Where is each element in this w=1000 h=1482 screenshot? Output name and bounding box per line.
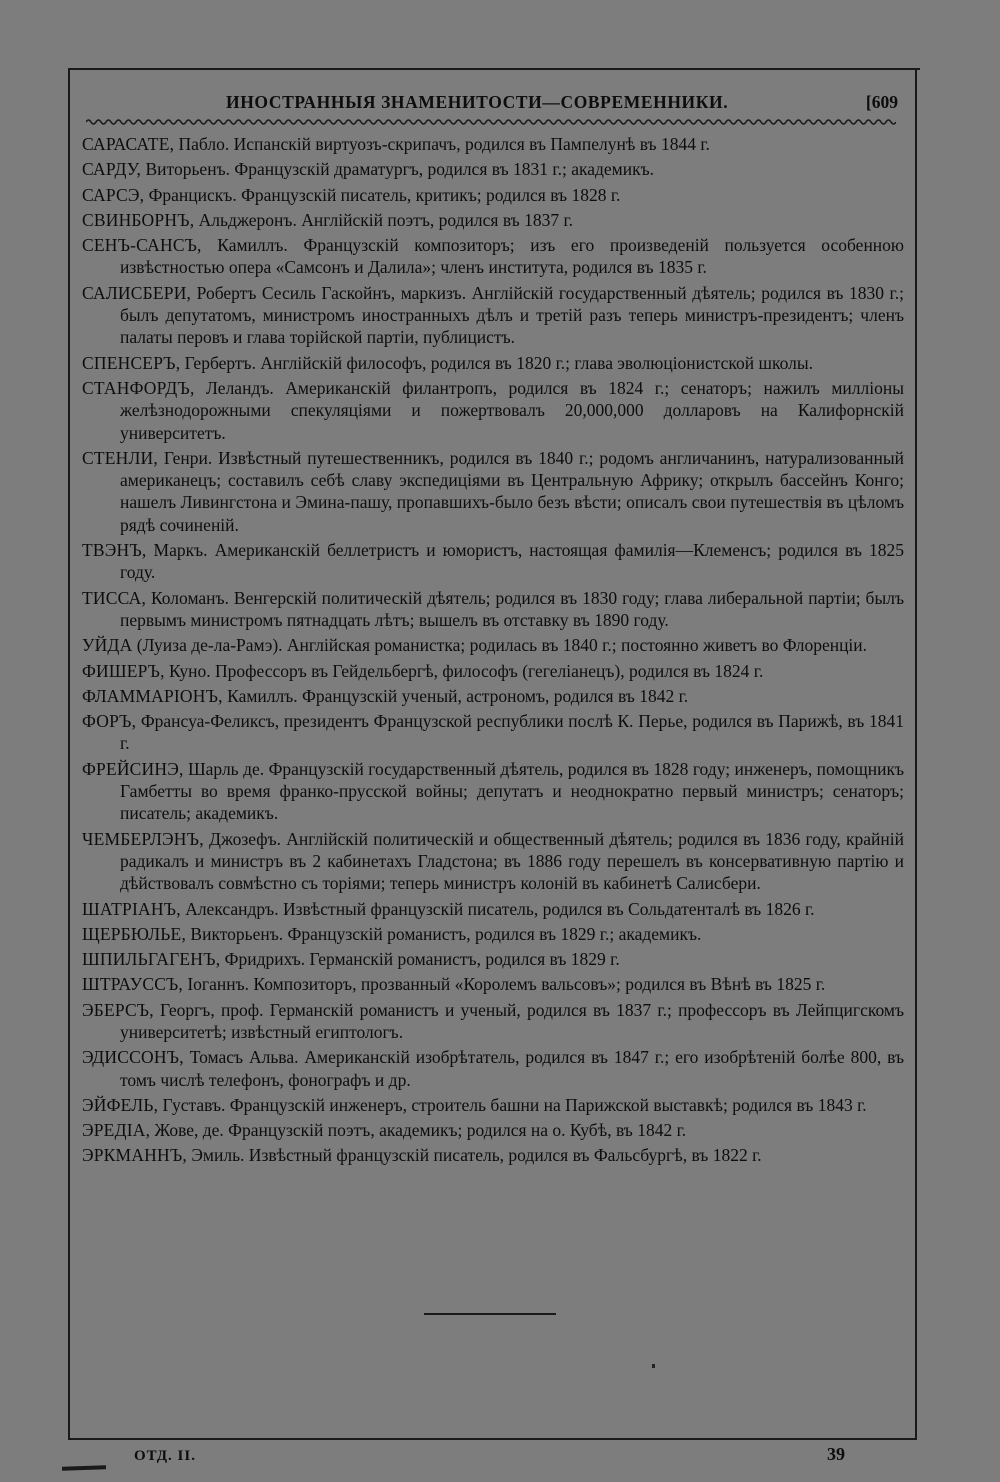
entry-name: СВИНБОРНЪ, — [82, 209, 195, 230]
entry-name: ЭЙФЕЛЬ, — [82, 1094, 159, 1115]
entry-name: ТИССА, — [82, 587, 147, 608]
entry-text: Джозефъ. Англійскій политическій и общественный дѣятель; родился въ 1836 году, крайній радикалъ и министръ въ 2 кабинетахъ Гладстона; въ 1886 году перешелъ въ консервативную партію и дѣйствовалъ совмѣстно съ торіями; теперь министръ колоній въ кабинетѣ Салисбери. — [120, 828, 904, 894]
list-item — [82, 948, 904, 970]
footer-signature-number: 39 — [827, 1444, 845, 1464]
list-item — [82, 923, 904, 945]
entry-text: Маркъ. Американскій беллетристъ и юмористъ, настоящая фамилія—Клеменсъ; родился въ 1825 году. — [120, 540, 904, 583]
entry-name: СТАНФОРДЪ, — [82, 377, 195, 398]
list-item — [82, 660, 904, 682]
entry-text: (Луиза де-ла-Рамэ). Англійская романистка; родилась въ 1840 г.; постоянно живетъ во Флоренціи. — [132, 635, 868, 656]
entry-text: Пабло. Испанскій виртуозъ-скрипачъ, родился въ Пампелунѣ въ 1844 г. — [174, 134, 710, 154]
entry-name: СПЕНСЕРЪ, — [82, 352, 181, 373]
list-item — [82, 898, 904, 920]
list-item — [82, 973, 904, 995]
entries-list — [82, 133, 904, 1170]
header-wavy-rule — [86, 117, 896, 127]
entry-name: ЭРЕДІА, — [82, 1120, 151, 1141]
entry-name: ФЛАММАРІОНЪ, — [82, 685, 223, 706]
entry-text: Викторьенъ. Французскій романистъ, родился въ 1829 г.; академикъ. — [186, 923, 702, 944]
list-item — [82, 352, 904, 374]
entry-text: Робертъ Сесиль Гаскойнъ, маркизъ. Англійскій государственный дѣятель; родился въ 1830 г.; былъ депутатомъ, министромъ иностранныхъ дѣлъ и третій разъ теперь министръ-президентъ; членъ палаты перовъ и глава торійской партіи, публицистъ. — [120, 282, 904, 348]
entry-text: Коломанъ. Венгерскій политическій дѣятель; родился въ 1830 году; глава либеральной партіи; былъ первымъ министромъ пятнадцать лѣтъ; вышелъ въ отставку въ 1890 году. — [120, 587, 904, 630]
entry-name: САРАСАТЕ, — [82, 134, 175, 154]
list-item — [82, 184, 904, 206]
entry-name: ЭБЕРСЪ, — [82, 999, 154, 1020]
entry-text: Леландъ. Американскій филантропъ, родился въ 1824 г.; сенаторъ; нажилъ милліоны желѣзнодорожными спекуляціями и пожертвовалъ 20,000,000 долларовъ на Калифорнскій университетъ. — [120, 377, 904, 443]
list-item — [82, 539, 904, 584]
entry-name: СТЕНЛИ, — [82, 447, 158, 468]
list-item — [82, 209, 904, 231]
corner-mark — [62, 1465, 106, 1471]
entry-name: САЛИСБЕРИ, — [82, 282, 192, 303]
list-item — [82, 447, 904, 536]
entry-text: Шарль де. Французскій государственный дѣятель, родился въ 1828 году; инженеръ, помощникъ Гамбетты во время франко-прусской войны; депутатъ и неоднократно первый министръ; сенаторъ; писатель; академикъ. — [120, 758, 904, 824]
list-item — [82, 634, 904, 656]
entry-text: Виторьенъ. Французскій драматургъ, родился въ 1831 г.; академикъ. — [141, 159, 654, 180]
entry-text: Камиллъ. Французскій композиторъ; изъ его произведеній пользуется особенною извѣстностью опера «Самсонъ и Далила»; членъ института, родился въ 1835 г. — [120, 235, 904, 278]
page-header — [80, 92, 900, 116]
entry-name: УЙДА — [82, 635, 133, 656]
entry-text: Камиллъ. Французскій ученый, астрономъ, родился въ 1842 г. — [222, 685, 689, 706]
entry-name: САРДУ, — [82, 159, 142, 180]
entry-text: Георгъ, проф. Германскій романистъ и ученый, родился въ 1837 г.; профессоръ въ Лейпцигскомъ университетѣ; извѣстный египтологъ. — [120, 999, 904, 1042]
list-item — [82, 999, 904, 1044]
list-item — [82, 1119, 904, 1141]
list-item — [82, 758, 904, 825]
footer-section-label: ОТД. II. — [134, 1448, 196, 1464]
list-item — [82, 1144, 904, 1166]
entry-text: Генри. Извѣстный путешественникъ, родился въ 1840 г.; родомъ англичанинъ, натурализованный американецъ; составилъ себѣ славу экспедиціями въ Центральную Африку; открылъ бассейнъ Конго; нашелъ Ливингстона и Эмина-пашу, пропавшихъ-было безъ вѣсти; описалъ свои путешествія въ цѣломъ рядѣ сочиненій. — [120, 447, 904, 535]
frame-bottom-rule — [68, 1438, 917, 1440]
entry-name: ШТРАУССЪ, — [82, 974, 183, 995]
entry-text: Альджеронъ. Англійскій поэтъ, родился въ 1837 г. — [194, 209, 574, 230]
entry-name: ФРЕЙСИНЭ, — [82, 758, 184, 779]
list-item — [82, 158, 904, 180]
entry-name: ЭДИССОНЪ, — [82, 1047, 184, 1068]
entry-text: Іоганнъ. Композиторъ, прозванный «Королемъ вальсовъ»; родился въ Вѣнѣ въ 1825 г. — [182, 974, 826, 995]
entry-text: Томасъ Альва. Американскій изобрѣтатель, родился въ 1847 г.; его изобрѣтеній болѣе 800, въ томъ числѣ телефонъ, фонографъ и др. — [120, 1047, 904, 1090]
entry-name: ЭРКМАННЪ, — [82, 1145, 187, 1166]
entry-text: Эмиль. Извѣстный французскій писатель, родился въ Фальсбургѣ, въ 1822 г. — [186, 1145, 762, 1166]
list-item — [82, 828, 904, 895]
list-item — [82, 1046, 904, 1091]
list-item — [82, 234, 904, 279]
entry-name: СЕНЪ-САНСЪ, — [82, 235, 202, 256]
frame-right-rule — [915, 68, 917, 1440]
entry-text: Францискъ. Французскій писатель, критикъ; родился въ 1828 г. — [144, 184, 621, 205]
list-item — [82, 133, 904, 155]
entry-text: Гербертъ. Англійскій философъ, родился въ 1820 г.; глава эволюціонистской школы. — [180, 352, 814, 373]
entry-name: САРСЭ, — [82, 184, 145, 205]
entry-name: ШПИЛЬГАГЕНЪ, — [82, 949, 221, 970]
running-title: ИНОСТРАННЫЯ ЗНАМЕНИТОСТИ—СОВРЕМЕННИКИ. — [226, 92, 729, 112]
page-number: [609 — [865, 92, 898, 112]
entry-name: ТВЭНЪ, — [82, 540, 147, 561]
entry-text: Фридрихъ. Германскій романистъ, родился въ 1829 г. — [220, 949, 620, 970]
section-divider — [424, 1313, 556, 1315]
list-item — [82, 685, 904, 707]
entry-name: ШАТРІАНЪ, — [82, 898, 181, 919]
list-item — [82, 1094, 904, 1116]
entry-text: Франсуа-Феликсъ, президентъ Французской республики послѣ К. Перье, родился въ Парижѣ, въ 1841 г. — [120, 711, 904, 754]
entry-text: Густавъ. Французскій инженеръ, строитель башни на Парижской выставкѣ; родился въ 1843 г. — [158, 1094, 867, 1115]
list-item — [82, 282, 904, 349]
entry-name: ФОРЪ, — [82, 711, 137, 732]
frame-left-rule — [68, 68, 70, 1440]
entry-name: ЩЕРБЮЛЬЕ, — [82, 923, 187, 944]
entry-text: Александръ. Извѣстный французскій писатель, родился въ Сольдатенталѣ въ 1826 г. — [180, 898, 815, 919]
entry-text: Куно. Профессоръ въ Гейдельбергѣ, философъ (гегеліанецъ), родился въ 1824 г. — [164, 660, 764, 681]
entry-text: Жове, де. Французскій поэтъ, академикъ; родился на о. Кубѣ, въ 1842 г. — [150, 1120, 687, 1141]
entry-name: ФИШЕРЪ, — [82, 660, 165, 681]
entry-name: ЧЕМБЕРЛЭНЪ, — [82, 828, 204, 849]
frame-top-rule — [68, 68, 920, 70]
list-item — [82, 377, 904, 444]
list-item — [82, 587, 904, 632]
ink-speck — [652, 1364, 655, 1368]
list-item — [82, 710, 904, 755]
